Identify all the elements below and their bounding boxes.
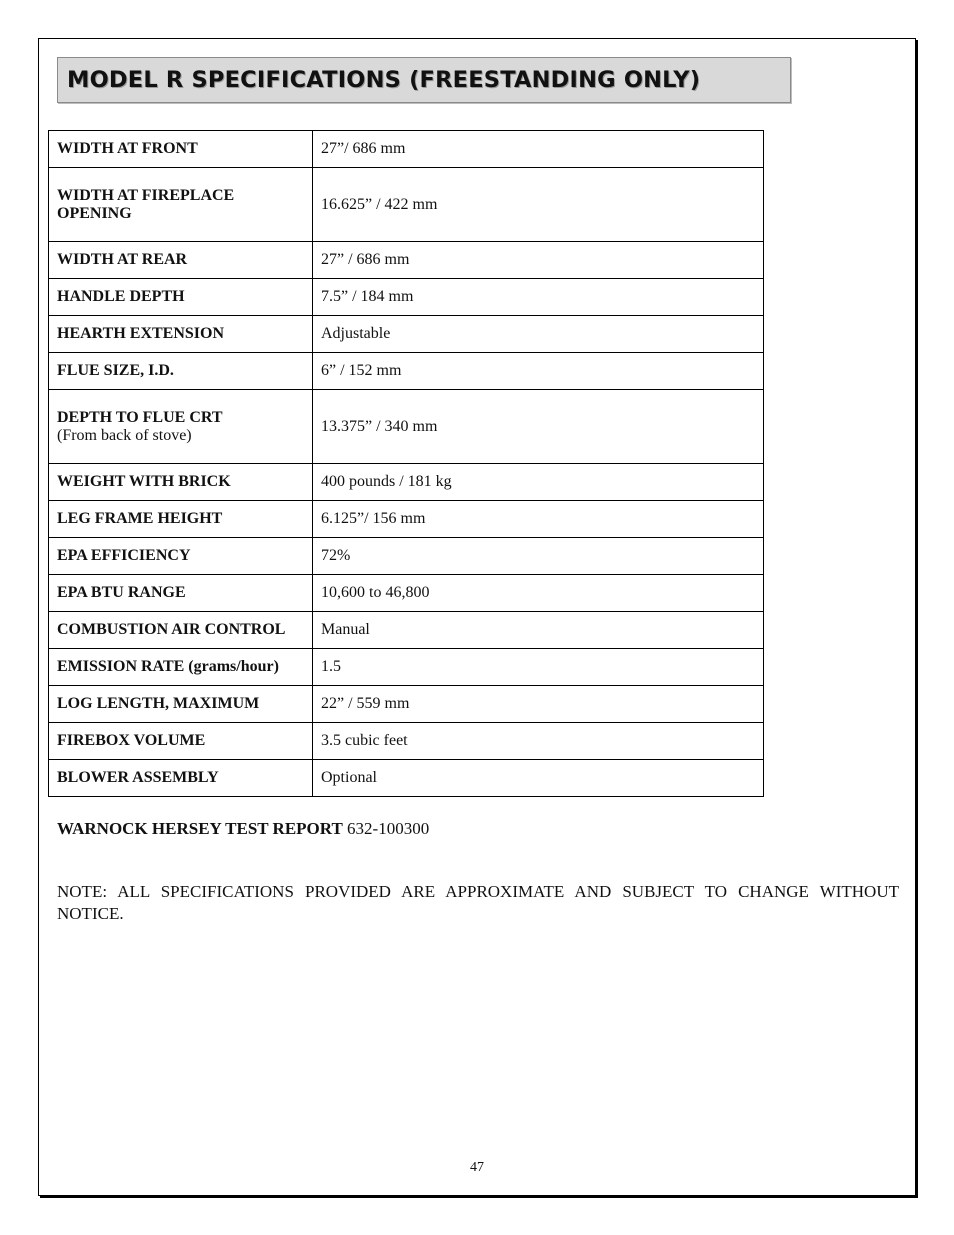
spec-label: WIDTH AT FIREPLACE OPENING (49, 168, 313, 242)
test-report-line (57, 819, 429, 839)
spec-label: FIREBOX VOLUME (49, 723, 313, 760)
disclaimer-note: NOTE: ALL SPECIFICATIONS PROVIDED ARE APPROXIMATE AND SUBJECT TO CHANGE WITHOUT NOTICE. (57, 882, 899, 923)
spec-value: 27”/ 686 mm (313, 131, 764, 168)
table-row (49, 131, 764, 168)
spec-label: BLOWER ASSEMBLY (49, 760, 313, 797)
table-row (49, 464, 764, 501)
spec-value: 1.5 (313, 649, 764, 686)
table-row (49, 242, 764, 279)
table-row (49, 686, 764, 723)
spec-value: 400 pounds / 181 kg (313, 464, 764, 501)
table-row (49, 316, 764, 353)
test-report-label: WARNOCK HERSEY TEST REPORT (57, 819, 343, 838)
table-row (49, 575, 764, 612)
table-row (49, 612, 764, 649)
page-number: 47 (470, 1160, 484, 1175)
spec-value: 27” / 686 mm (313, 242, 764, 279)
spec-sublabel: (From back of stove) (57, 426, 192, 444)
spec-value: Adjustable (313, 316, 764, 353)
spec-value: 6.125”/ 156 mm (313, 501, 764, 538)
spec-value: 22” / 559 mm (313, 686, 764, 723)
spec-value: 13.375” / 340 mm (313, 390, 764, 464)
spec-label: COMBUSTION AIR CONTROL (49, 612, 313, 649)
title-banner (57, 57, 791, 103)
table-row (49, 501, 764, 538)
spec-label: WIDTH AT FRONT (49, 131, 313, 168)
table-row (49, 168, 764, 242)
spec-value: 16.625” / 422 mm (313, 168, 764, 242)
spec-label: DEPTH TO FLUE CRT (57, 408, 223, 426)
spec-label: EPA BTU RANGE (49, 575, 313, 612)
spec-label: HANDLE DEPTH (49, 279, 313, 316)
spec-label: EPA EFFICIENCY (49, 538, 313, 575)
spec-value: 6” / 152 mm (313, 353, 764, 390)
spec-label: EMISSION RATE (grams/hour) (49, 649, 313, 686)
specifications-table (48, 130, 764, 797)
spec-label: WIDTH AT REAR (49, 242, 313, 279)
spec-value: Optional (313, 760, 764, 797)
spec-value: 3.5 cubic feet (313, 723, 764, 760)
page-title: MODEL R SPECIFICATIONS (FREESTANDING ONLY) (67, 67, 701, 93)
table-row (49, 760, 764, 797)
table-row (49, 353, 764, 390)
table-row (49, 279, 764, 316)
test-report-number: 632-100300 (347, 819, 430, 838)
spec-value: 7.5” / 184 mm (313, 279, 764, 316)
spec-value: Manual (313, 612, 764, 649)
spec-value: 10,600 to 46,800 (313, 575, 764, 612)
document-page (38, 38, 916, 1196)
table-row (49, 723, 764, 760)
spec-label: FLUE SIZE, I.D. (49, 353, 313, 390)
table-row (49, 390, 764, 464)
table-row (49, 649, 764, 686)
spec-value: 72% (313, 538, 764, 575)
spec-label: HEARTH EXTENSION (49, 316, 313, 353)
spec-label-cell (49, 390, 313, 464)
spec-label: LOG LENGTH, MAXIMUM (49, 686, 313, 723)
spec-label: WEIGHT WITH BRICK (49, 464, 313, 501)
table-row (49, 538, 764, 575)
spec-label: LEG FRAME HEIGHT (49, 501, 313, 538)
